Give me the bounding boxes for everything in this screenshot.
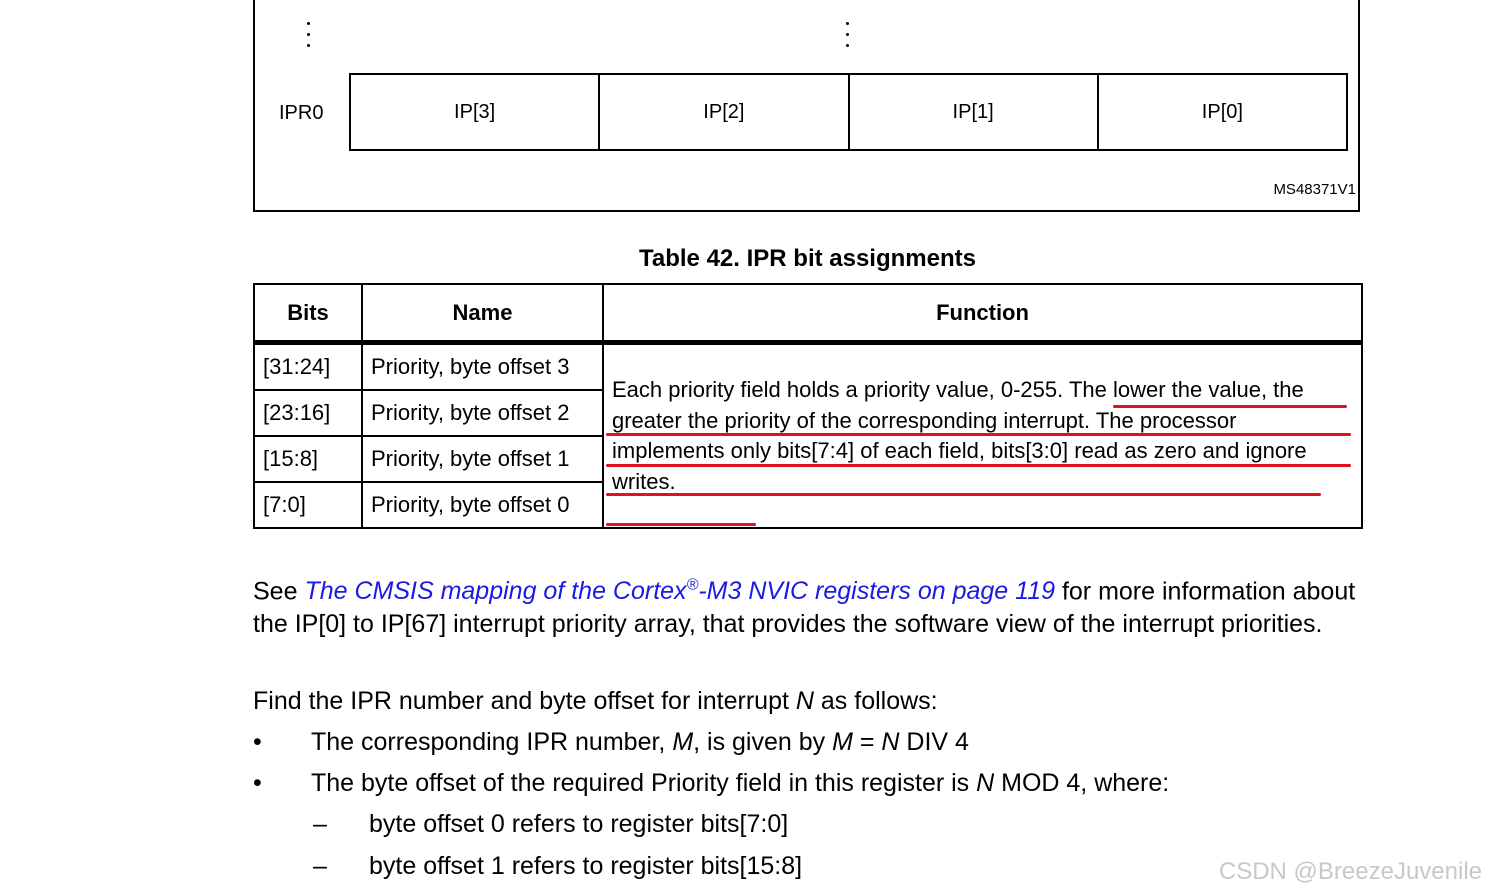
field-ip3: IP[3] — [351, 75, 600, 149]
red-underline — [606, 523, 756, 526]
red-underline — [606, 493, 1321, 496]
cmsis-mapping-link[interactable]: The CMSIS mapping of the Cortex®-M3 NVIC registers on page 119 — [304, 577, 1056, 606]
cell-name: Priority, byte offset 1 — [362, 436, 603, 482]
register-label: IPR0 — [279, 102, 324, 124]
figure-code: MS48371V1 — [1273, 181, 1356, 198]
header-bits: Bits — [254, 284, 362, 343]
see-paragraph — [253, 569, 1363, 641]
cell-name: Priority, byte offset 3 — [362, 343, 603, 391]
sub-item-text: byte offset 1 refers to register bits[15:8] — [369, 852, 803, 880]
field-ip0: IP[0] — [1201, 100, 1243, 123]
register-fields — [349, 73, 1348, 151]
red-underline — [606, 433, 1351, 436]
cell-name: Priority, byte offset 0 — [362, 482, 603, 528]
watermark: CSDN @BreezeJuvenile — [1218, 858, 1482, 885]
cell-bits: [31:24] — [254, 343, 362, 391]
ellipsis-middle — [846, 22, 850, 52]
dash-marker: – — [313, 810, 327, 838]
cell-function — [603, 343, 1362, 529]
bullet-text: The byte offset of the required Priority field in this register is N MOD 4, where: — [311, 769, 1170, 797]
see-suffix: for more information about the IP[0] to IP[67] interrupt priority array, that provides the software view of the interrupt priorities. — [253, 577, 1356, 639]
cell-bits: [23:16] — [254, 390, 362, 436]
header-function: Function — [603, 284, 1362, 343]
register-diagram — [253, 0, 1360, 212]
function-lead: Each priority field holds a priority value, 0-255 — [612, 377, 1058, 402]
header-name: Name — [362, 284, 603, 343]
field-ip2: IP[2] — [600, 75, 849, 149]
table-caption: Table 42. IPR bit assignments — [639, 245, 976, 272]
bullet-text: The corresponding IPR number, M, is given by M = N DIV 4 — [311, 728, 969, 756]
ellipsis-left — [307, 22, 311, 52]
bullet-marker: • — [253, 769, 262, 797]
var-n: N — [795, 687, 814, 715]
sub-item-text: byte offset 0 refers to register bits[7:0] — [369, 810, 789, 838]
cell-name: Priority, byte offset 2 — [362, 390, 603, 436]
find-paragraph: Find the IPR number and byte offset for interrupt N as follows: — [253, 687, 938, 715]
red-underline — [1113, 405, 1347, 408]
cell-bits: [7:0] — [254, 482, 362, 528]
cell-bits: [15:8] — [254, 436, 362, 482]
ipr-bit-table — [253, 283, 1363, 529]
function-highlighted: . The lower the value, the greater the priority of the corresponding interrupt. The processor implements only bits[7:4] of each field, bits[3:0] read as zero and ignore writes. — [612, 377, 1307, 494]
bullet-marker: • — [253, 728, 262, 756]
field-ip1: IP[1] — [850, 75, 1099, 149]
see-prefix: See — [253, 577, 305, 606]
dash-marker: – — [313, 852, 327, 880]
table-row — [254, 343, 1362, 391]
red-underline — [606, 464, 1351, 467]
